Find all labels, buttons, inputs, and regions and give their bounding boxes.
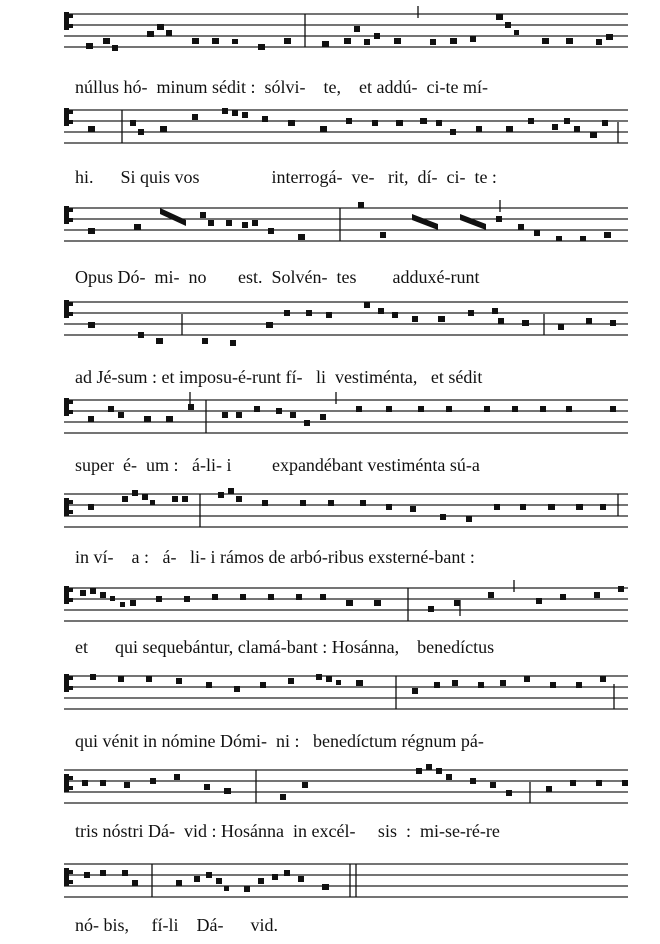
staff-8: [0, 668, 660, 718]
lyric-line-10: nó- bis, fí-li Dá- vid.: [75, 915, 278, 935]
lyric-line-5: super é- um : á-li- i expandébant vestiménta sú-a: [75, 455, 480, 475]
lyric-line-1: núllus hó- minum sédit : sólvi- te, et addú- ci-te mí-: [75, 77, 488, 97]
staff-9: [0, 762, 660, 812]
lyric-line-8: qui vénit in nómine Dómi- ni : benedíctum régnum pá-: [75, 731, 484, 751]
staff-3: [0, 200, 660, 250]
lyric-line-3: Opus Dó- mi- no est. Solvén- tes adduxé-runt: [75, 267, 480, 287]
staff-5: [0, 392, 660, 442]
staff-6: [0, 486, 660, 536]
lyric-line-6: in ví- a : á- li- i rámos de arbó-ribus exsterné-bant :: [75, 547, 475, 567]
lyric-line-2: hi. Si quis vos interrogá- ve- rit, dí- ci- te :: [75, 167, 497, 187]
staff-7: [0, 580, 660, 630]
lyric-line-9: tris nóstri Dá- vid : Hosánna in excél- sis : mi-se-ré-re: [75, 821, 500, 841]
staff-2: [0, 102, 660, 152]
lyric-line-4: ad Jé-sum : et imposu-é-runt fí- li vestiménta, et sédit: [75, 367, 483, 387]
staff-1: [0, 6, 660, 56]
lyric-line-7: et qui sequebántur, clamá-bant : Hosánna, benedíctus: [75, 637, 495, 657]
staff-4: [0, 294, 660, 350]
staff-10: [0, 856, 660, 906]
